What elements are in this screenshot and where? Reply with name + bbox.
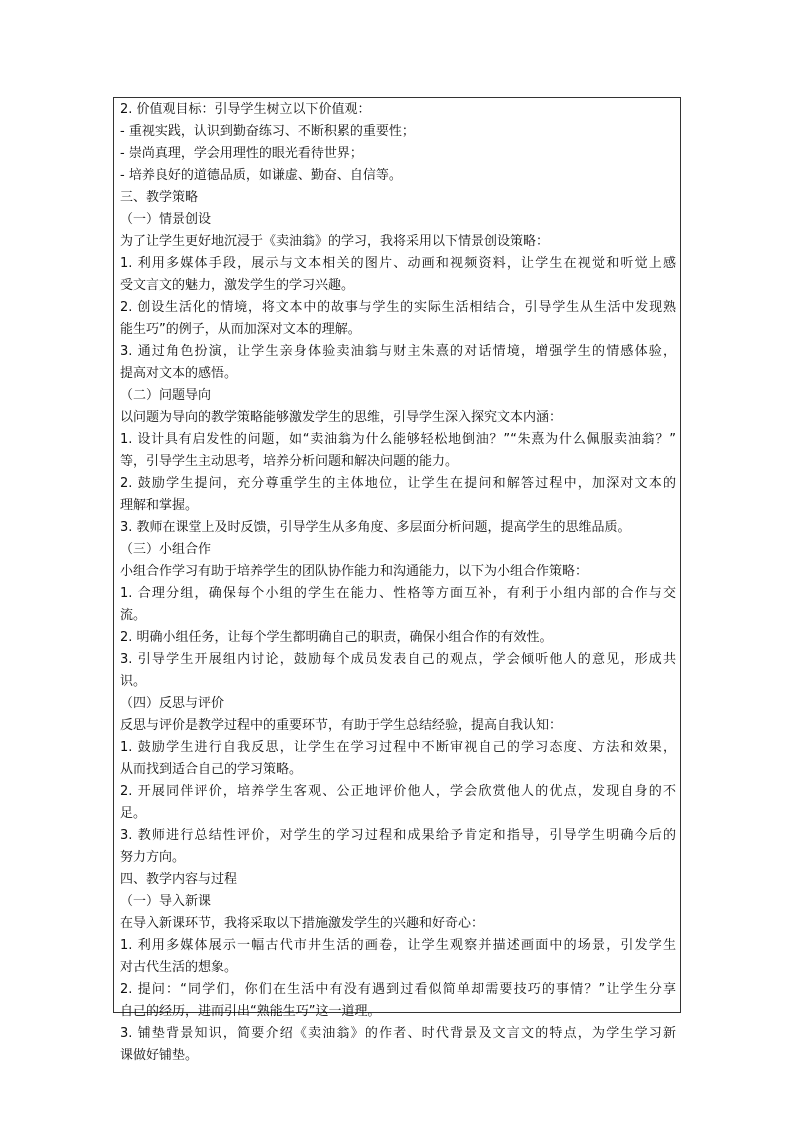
subsection-heading: （一）导入新课 (120, 894, 212, 909)
text-line: 课做好铺垫。 (120, 1048, 199, 1063)
text-line: 1. 利用多媒体展示一幅古代市井生活的画卷，让学生观察并描述画面中的场景，引发学生 (120, 938, 676, 953)
text-line: 能生巧”的例子，从而加深对文本的理解。 (120, 322, 361, 337)
text-line: 3. 铺垫背景知识，简要介绍《卖油翁》的作者、时代背景及文言文的特点，为学生学习新 (120, 1026, 676, 1041)
text-line: 3. 教师在课堂上及时反馈，引导学生从多角度、多层面分析问题，提高学生的思维品质。 (120, 520, 631, 535)
text-line: 在导入新课环节，我将采取以下措施激发学生的兴趣和好奇心： (120, 916, 485, 931)
text-line: 提高对文本的感悟。 (120, 366, 238, 381)
text-line: 3. 引导学生开展组内讨论，鼓励每个成员发表自己的观点，学会倾听他人的意见，形成共 (120, 652, 676, 667)
text-line: 小组合作学习有助于培养学生的团队协作能力和沟通能力，以下为小组合作策略： (120, 564, 589, 579)
subsection-heading: （二）问题导向 (120, 388, 212, 403)
text-line: 2. 开展同伴评价，培养学生客观、公正地评价他人，学会欣赏他人的优点，发现自身的不 (120, 784, 676, 799)
section-heading: 三、教学策略 (120, 190, 199, 205)
text-line: 2. 明确小组任务，让每个学生都明确自己的职责，确保小组合作的有效性。 (120, 630, 553, 645)
text-line: 以问题为导向的教学策略能够激发学生的思维，引导学生深入探究文本内涵： (120, 410, 563, 425)
document-table-cell (113, 97, 681, 1063)
text-line: 1. 鼓励学生进行自我反思，让学生在学习过程中不断审视自己的学习态度、方法和效果， (120, 740, 676, 755)
text-line: 从而找到适合自己的学习策略。 (120, 762, 303, 777)
text-line: 1. 合理分组，确保每个小组的学生在能力、性格等方面互补，有利于小组内部的合作与交 (120, 586, 676, 601)
text-line: 2. 创设生活化的情境，将文本中的故事与学生的实际生活相结合，引导学生从生活中发现熟 (120, 300, 676, 315)
text-line: 理解和掌握。 (120, 498, 199, 513)
text-line: 3. 教师进行总结性评价，对学生的学习过程和成果给予肯定和指导，引导学生明确今后的 (120, 828, 676, 843)
subsection-heading: （一）情景创设 (120, 212, 212, 227)
text-line: 受文言文的魅力，激发学生的学习兴趣。 (120, 278, 355, 293)
text-line: 1. 利用多媒体手段，展示与文本相关的图片、动画和视频资料，让学生在视觉和听觉上感 (120, 256, 676, 271)
text-line: 1. 设计具有启发性的问题，如“卖油翁为什么能够轻松地倒油？”“朱熹为什么佩服卖油翁？” (120, 432, 676, 447)
text-line: 2. 提问：“同学们，你们在生活中有没有遇到过看似简单却需要技巧的事情？”让学生分享 (120, 982, 676, 997)
text-line: 3. 通过角色扮演，让学生亲身体验卖油翁与财主朱熹的对话情境，增强学生的情感体验， (120, 344, 676, 359)
text-line: 足。 (120, 806, 147, 821)
section-heading: 四、教学内容与过程 (120, 872, 238, 887)
text-line: 努力方向。 (120, 850, 186, 865)
text-line: 自己的经历，进而引出“熟能生巧”这一道理。 (120, 1004, 381, 1019)
text-line: 识。 (120, 674, 147, 689)
text-line: - 培养良好的道德品质，如谦虚、勤奋、自信等。 (120, 168, 402, 183)
subsection-heading: （三）小组合作 (120, 542, 212, 557)
text-line: 对古代生活的想象。 (120, 960, 238, 975)
text-line: - 崇尚真理，学会用理性的眼光看待世界； (120, 146, 363, 161)
text-line: 2. 鼓励学生提问，充分尊重学生的主体地位，让学生在提问和解答过程中，加深对文本的 (120, 476, 676, 491)
subsection-heading: （四）反思与评价 (120, 696, 225, 711)
text-line: 2. 价值观目标：引导学生树立以下价值观： (120, 102, 371, 117)
text-line: 流。 (120, 608, 147, 623)
text-line: 等，引导学生主动思考，培养分析问题和解决问题的能力。 (120, 454, 459, 469)
text-line: - 重视实践，认识到勤奋练习、不断积累的重要性； (120, 124, 415, 139)
text-line: 为了让学生更好地沉浸于《卖油翁》的学习，我将采用以下情景创设策略： (120, 234, 550, 249)
text-line: 反思与评价是教学过程中的重要环节，有助于学生总结经验，提高自我认知： (120, 718, 563, 733)
